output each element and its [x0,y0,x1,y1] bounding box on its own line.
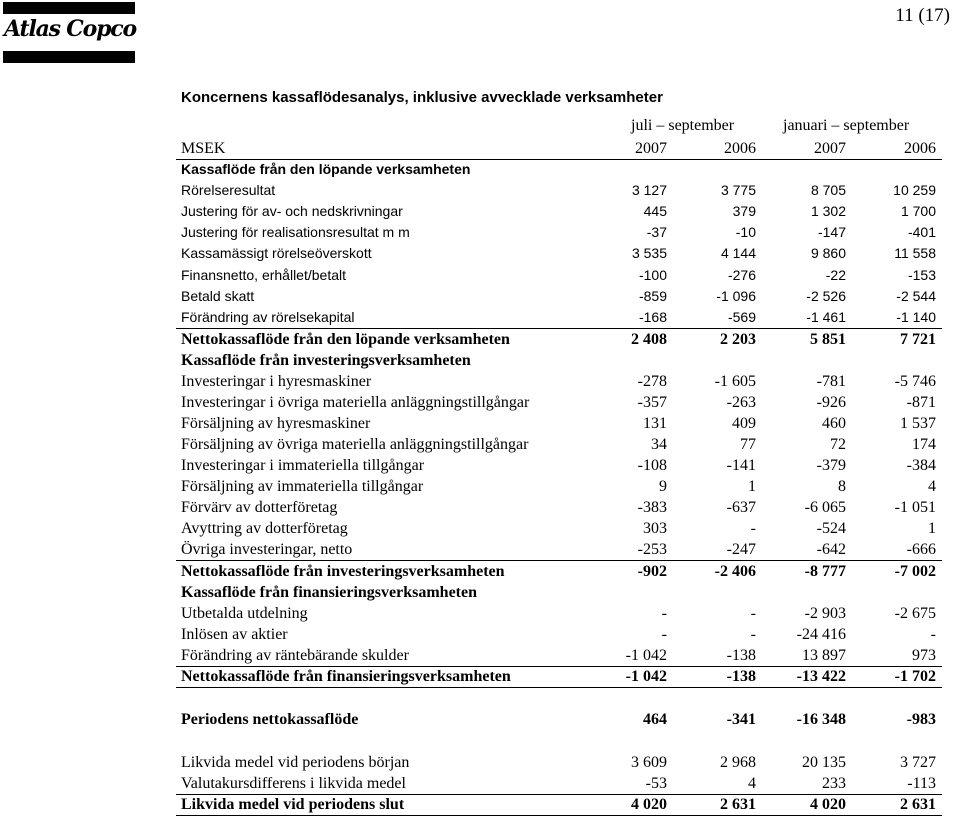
row-label: Finansnetto, erhållet/betalt [181,267,346,283]
table-row [176,518,942,539]
row-value: 2 408 [631,331,667,348]
row-value: -1 605 [714,373,756,390]
row-value: 9 860 [810,245,846,261]
table-row [176,434,942,455]
row-value: 13 897 [802,647,846,664]
row-label: Försäljning av hyresmaskiner [181,415,371,432]
row-label: Rörelseresultat [181,182,276,198]
row-value: 4 144 [720,245,756,261]
row-value: -401 [907,224,936,240]
logo-wordmark: Atlas Copco [4,16,136,42]
row-value: -278 [637,373,667,390]
header-year: 2007 [814,140,846,157]
row-value: - [661,605,667,622]
row-value: -1 042 [625,668,667,685]
row-label: Nettokassaflöde från investeringsverksamheten [181,563,505,580]
table-row [176,307,942,329]
header-year: 2007 [635,140,667,157]
row-label: Förändring av räntebärande skulder [181,647,409,664]
row-value: -1 702 [894,668,936,685]
page-number: 11 (17) [895,5,950,26]
table-row [176,666,942,688]
row-value: -1 140 [896,309,936,325]
row-value: - [750,605,756,622]
row-value: 3 609 [631,754,667,771]
row-value: -926 [816,394,846,411]
row-label: Justering för av- och nedskrivningar [181,203,403,219]
row-value: -2 675 [894,605,936,622]
row-value: - [750,520,756,537]
row-value: -247 [726,541,756,558]
row-value: -383 [637,499,667,516]
row-value: 303 [643,520,667,537]
table-row [176,243,942,264]
logo-bar-top [3,2,135,14]
row-value: -263 [726,394,756,411]
table-row [176,645,942,667]
row-label: Avyttring av dotterföretag [181,520,348,537]
row-label: Kassaflöde från investeringsverksamheten [181,352,471,369]
row-value: - [661,626,667,643]
row-value: 1 [928,520,936,537]
table-row [176,159,942,180]
table-row [176,539,942,561]
row-value: 77 [740,436,756,453]
row-value: -781 [816,373,846,390]
row-value: -153 [907,267,936,283]
row-value: -2 544 [896,288,936,304]
row-label: Nettokassaflöde från finansieringsverksamheten [181,668,511,685]
row-label: Kassaflöde från den löpande verksamheten [181,161,471,177]
table-row [176,773,942,795]
row-value: -2 406 [714,563,756,580]
row-value: -642 [816,541,846,558]
row-label: Nettokassaflöde från den löpande verksamheten [181,331,510,348]
table-row [176,455,942,476]
row-value: -983 [906,711,936,728]
row-value: -141 [726,457,756,474]
row-value: -8 777 [804,563,846,580]
row-value: 233 [822,775,846,792]
row-label: Förändring av rörelsekapital [181,309,355,325]
row-value: -13 422 [796,668,846,685]
row-value: 131 [643,415,667,432]
row-label: Utbetalda utdelning [181,605,308,622]
row-value: 8 705 [810,182,846,198]
row-label: Betald skatt [181,288,255,304]
table-row [176,561,942,582]
row-value: -637 [726,499,756,516]
table-row [176,413,942,434]
table-row [176,582,942,603]
row-label: Likvida medel vid periodens slut [181,796,405,813]
row-label: Inlösen av aktier [181,626,288,643]
row-value: 7 721 [900,331,936,348]
table-row [176,709,942,730]
row-value: 460 [822,415,846,432]
row-value: 10 259 [893,182,936,198]
table-row [176,476,942,497]
row-value: -859 [638,288,667,304]
row-value: -138 [726,647,756,664]
row-value: 4 020 [810,796,846,813]
row-value: 2 968 [720,754,756,771]
row-label: Valutakursdifferens i likvida medel [181,775,406,792]
row-value: 5 851 [810,331,846,348]
row-value: -113 [907,775,936,792]
row-value: -7 002 [894,563,936,580]
row-value: -1 051 [894,499,936,516]
row-value: -384 [906,457,936,474]
header-period-ytd: januari – september [783,117,910,134]
row-value: - [750,626,756,643]
row-value: 72 [830,436,846,453]
row-value: 3 127 [631,182,667,198]
row-value: -5 746 [894,373,936,390]
row-value: 2 631 [900,796,936,813]
table-row [176,603,942,624]
row-value: -53 [645,775,667,792]
table-row [176,497,942,518]
row-value: 3 535 [631,245,667,261]
table-row [176,371,942,392]
row-value: -357 [637,394,667,411]
row-value: -902 [637,563,667,580]
row-value: -100 [638,267,667,283]
row-label: Investeringar i övriga materiella anläggningstillgångar [181,394,530,411]
row-label: Periodens nettokassaflöde [181,711,359,728]
row-value: 3 775 [720,182,756,198]
row-value: -524 [816,520,846,537]
logo-bar-bottom [3,51,135,63]
row-value: 1 537 [900,415,936,432]
table-row [176,794,942,816]
row-label: Övriga investeringar, netto [181,541,353,558]
row-value: 11 558 [894,245,936,261]
header-year: 2006 [724,140,756,157]
row-value: 1 [748,478,756,495]
row-value: -108 [637,457,667,474]
row-label: Likvida medel vid periodens början [181,754,410,771]
row-value: 2 631 [720,796,756,813]
row-value: 464 [643,711,667,728]
row-value: -341 [726,711,756,728]
table-row [176,624,942,645]
table-row [176,180,942,201]
row-label: Justering för realisationsresultat m m [181,224,410,240]
row-value: -1 096 [716,288,756,304]
header-unit: MSEK [181,140,226,157]
row-label: Investeringar i hyresmaskiner [181,373,372,390]
row-value: -871 [906,394,936,411]
table-row [176,286,942,307]
row-value: -2 903 [804,605,846,622]
row-value: -16 348 [796,711,846,728]
row-value: -22 [825,267,846,283]
row-value: 3 727 [900,754,936,771]
row-value: -168 [638,309,667,325]
header-year: 2006 [904,140,936,157]
row-value: 409 [732,415,756,432]
table-row [176,329,942,350]
table-row [176,752,942,773]
row-value: 1 700 [900,203,936,219]
row-value: -147 [817,224,846,240]
row-value: 20 135 [802,754,846,771]
table-row [176,392,942,413]
row-value: -379 [816,457,846,474]
row-label: Kassaflöde från finansieringsverksamheten [181,584,477,601]
row-value: 34 [651,436,667,453]
row-value: 445 [643,203,667,219]
table-row [176,201,942,222]
header-years-row [176,138,942,160]
row-value: 1 302 [810,203,846,219]
row-value: 4 [928,478,936,495]
row-label: Försäljning av immateriella tillgångar [181,478,424,495]
row-value: -138 [726,668,756,685]
row-value: - [930,626,936,643]
table-row [176,265,942,286]
row-label: Förvärv av dotterföretag [181,499,338,516]
row-value: -1 042 [625,647,667,664]
row-value: 9 [659,478,667,495]
row-label: Försäljning av övriga materiella anläggningstillgångar [181,436,529,453]
row-value: -276 [727,267,756,283]
row-value: -37 [646,224,667,240]
table-row [176,222,942,243]
row-value: 2 203 [720,331,756,348]
row-value: -24 416 [796,626,846,643]
row-value: -666 [906,541,936,558]
row-value: 4 020 [631,796,667,813]
row-value: -10 [735,224,756,240]
row-value: 8 [838,478,846,495]
row-value: -1 461 [806,309,846,325]
row-value: 379 [732,203,756,219]
row-label: Kassamässigt rörelseöverskott [181,245,372,261]
row-value: -253 [637,541,667,558]
page-title: Koncernens kassaflödesanalys, inklusive avvecklade verksamheter [181,89,663,106]
row-value: -569 [727,309,756,325]
row-value: 973 [912,647,936,664]
row-label: Investeringar i immateriella tillgångar [181,457,425,474]
row-value: -2 526 [806,288,846,304]
header-period-q3: juli – september [631,117,735,134]
row-value: -6 065 [804,499,846,516]
atlas-copco-logo [3,0,135,64]
row-value: 4 [748,775,756,792]
row-value: 174 [912,436,936,453]
table-row [176,350,942,371]
